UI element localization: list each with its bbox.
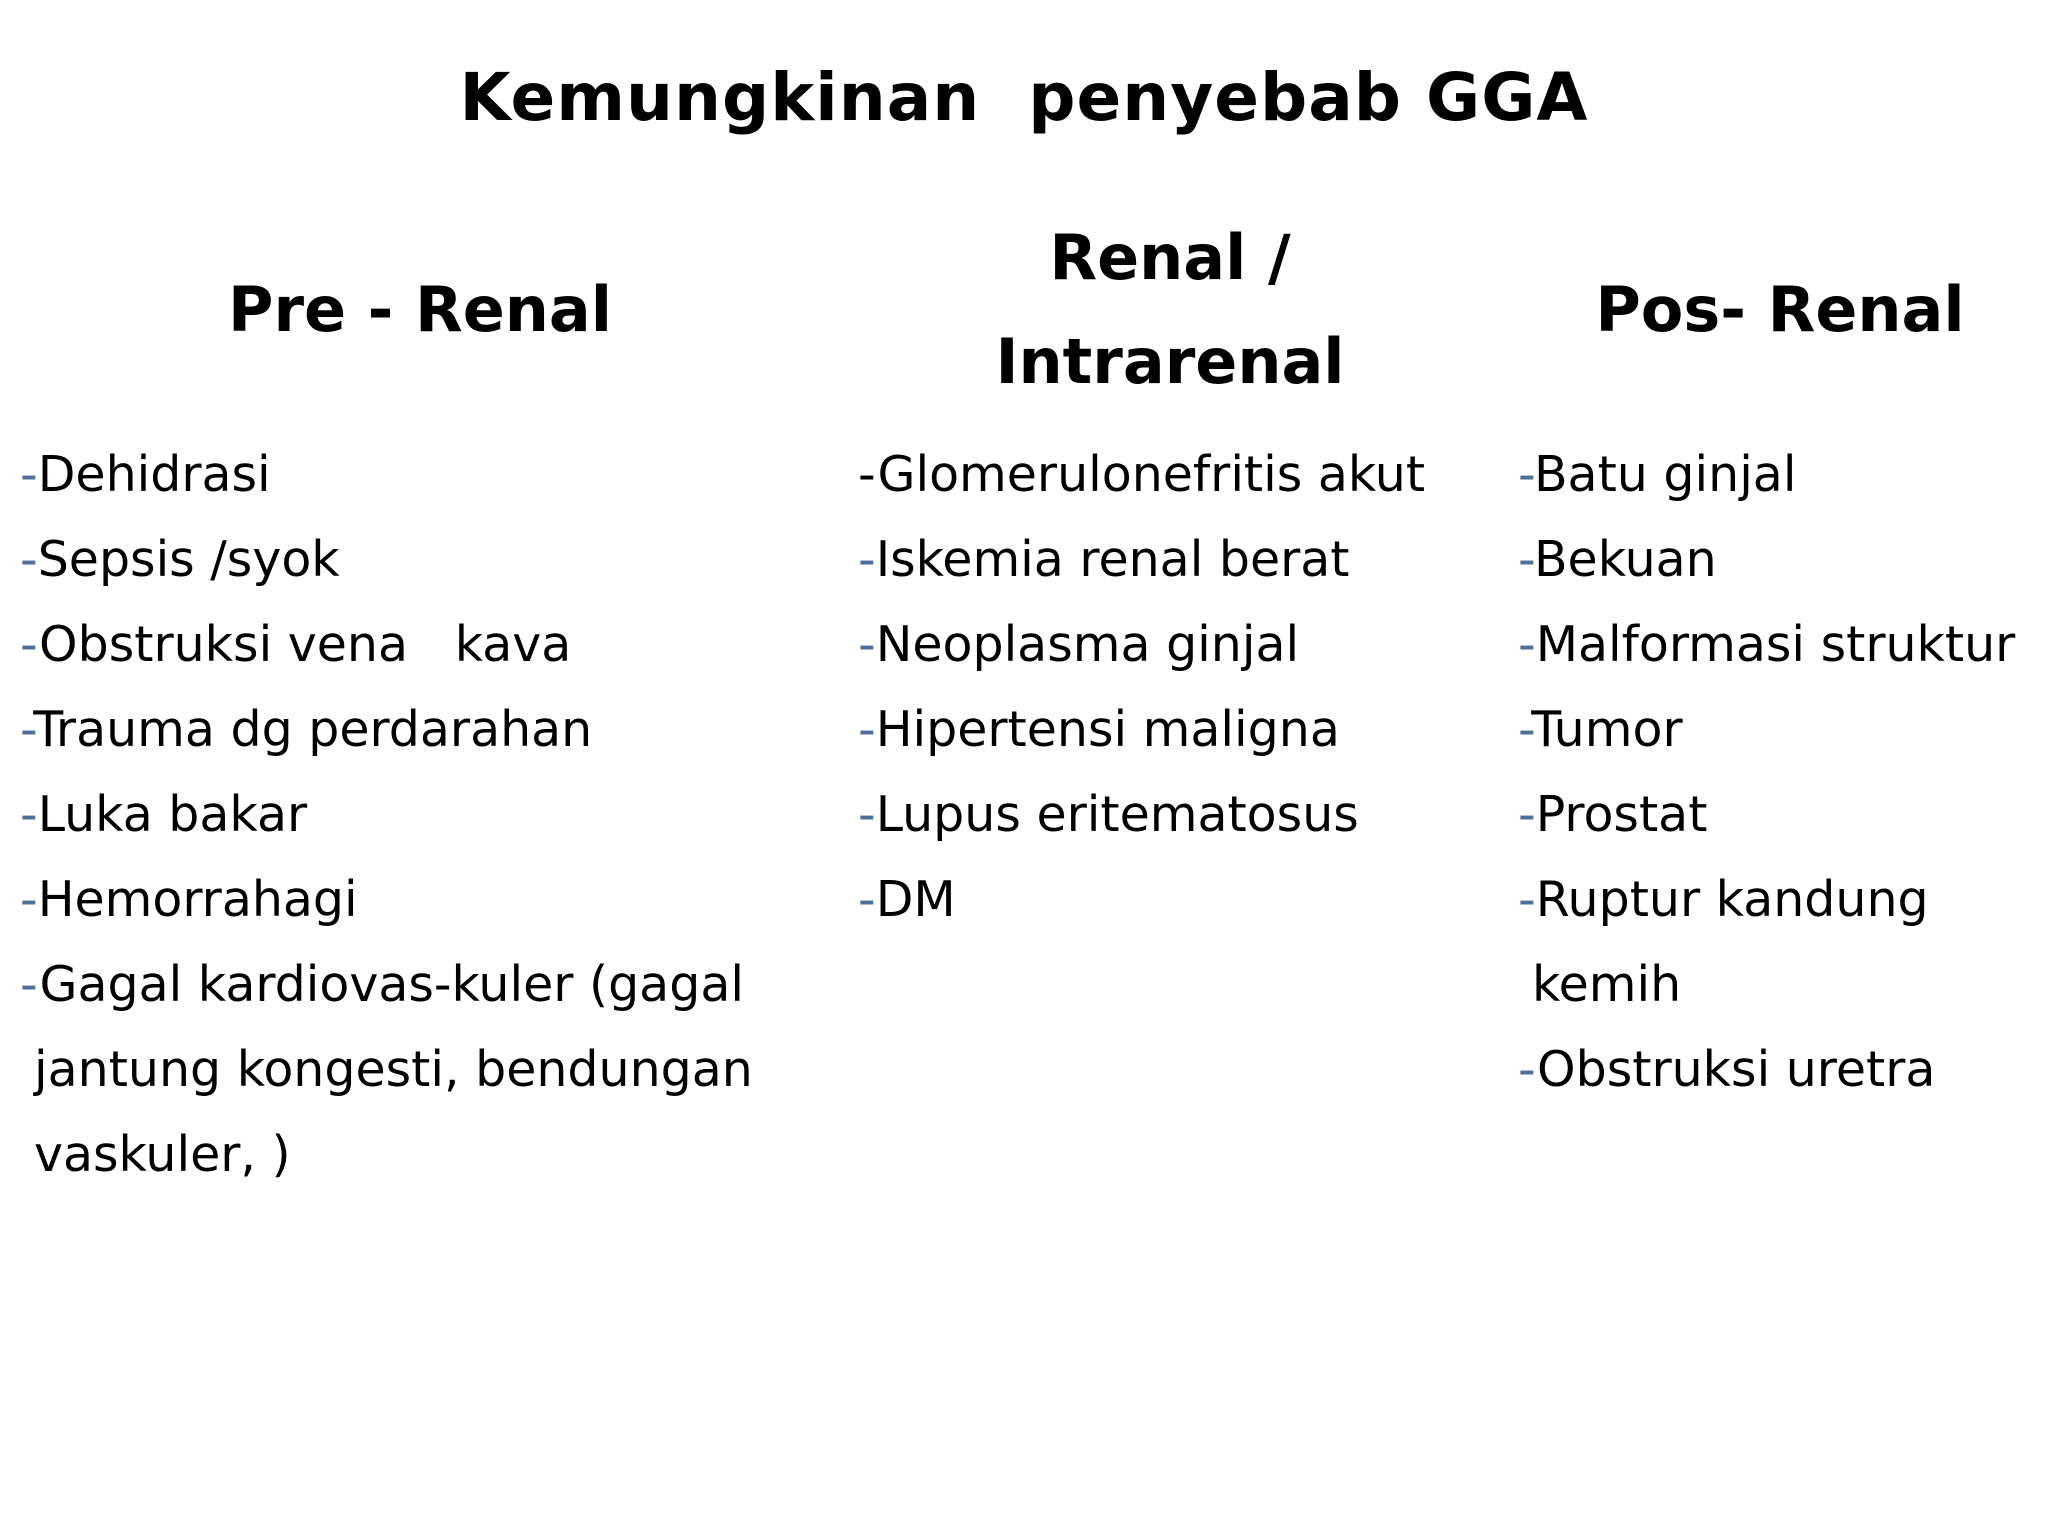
bullet-dash: -	[858, 616, 876, 673]
slide-title: Kemungkinan penyebab GGA	[459, 59, 1589, 136]
bullet-dash: -	[20, 616, 40, 673]
heading-pre-renal: Pre - Renal	[228, 273, 612, 346]
list-item-continuation	[1518, 942, 2038, 1027]
list-item	[1518, 602, 2038, 687]
bullet-dash: -	[1518, 701, 1532, 758]
list-item-text: DM	[875, 871, 956, 928]
list-item	[20, 687, 780, 772]
list-item	[20, 602, 780, 687]
bullet-dash: -	[1518, 531, 1534, 588]
list-item	[1518, 772, 2038, 857]
list-item	[858, 687, 1498, 772]
list-item-continuation	[20, 1112, 780, 1197]
list-item-text: Lupus eritematosus	[875, 786, 1359, 843]
list-item-text: Trauma dg perdarahan	[33, 701, 593, 758]
list-item	[20, 517, 780, 602]
bullet-dash: -	[858, 446, 878, 503]
list-item-text: Malformasi struktur	[1535, 616, 2016, 673]
list-pre-renal	[20, 432, 780, 1197]
list-item-text: Prostat	[1535, 786, 1708, 843]
bullet-dash: -	[1518, 616, 1536, 673]
list-item-text: Obstruksi vena kava	[39, 616, 572, 673]
list-item-text: vaskuler, )	[34, 1126, 291, 1183]
list-item-text: Bekuan	[1533, 531, 1717, 588]
list-item-text: Luka bakar	[37, 786, 308, 843]
list-item	[1518, 517, 2038, 602]
list-item-text: Hipertensi maligna	[875, 701, 1340, 758]
list-item	[1518, 1027, 2038, 1112]
list-item-text: Sepsis /syok	[37, 531, 340, 588]
list-item	[1518, 687, 2038, 772]
bullet-dash: -	[20, 956, 40, 1013]
heading-renal-intrarenal: Renal / Intrarenal	[995, 221, 1345, 398]
list-renal-intrarenal	[858, 432, 1498, 942]
bullet-dash: -	[20, 871, 38, 928]
bullet-dash: -	[858, 786, 876, 843]
bullet-dash: -	[858, 701, 876, 758]
list-item-text: Iskemia renal berat	[875, 531, 1350, 588]
bullet-dash: -	[20, 531, 38, 588]
list-item	[20, 857, 780, 942]
list-item-text: Ruptur kandung	[1535, 871, 1929, 928]
list-item-text: jantung kongesti, bendungan	[34, 1041, 753, 1098]
bullet-dash: -	[1518, 871, 1536, 928]
bullet-dash: -	[1518, 446, 1534, 503]
list-item	[1518, 857, 2038, 942]
list-item-text: Dehidrasi	[37, 446, 271, 503]
list-item	[858, 517, 1498, 602]
list-item	[20, 432, 780, 517]
list-item	[20, 942, 780, 1027]
bullet-dash: -	[20, 701, 34, 758]
list-item	[858, 857, 1498, 942]
list-item	[858, 432, 1498, 517]
bullet-dash: -	[1518, 786, 1536, 843]
bullet-dash: -	[858, 531, 876, 588]
list-pos-renal	[1518, 432, 2038, 1112]
list-item-text: Batu ginjal	[1533, 446, 1797, 503]
list-item	[20, 772, 780, 857]
bullet-dash: -	[20, 446, 38, 503]
bullet-dash: -	[858, 871, 876, 928]
list-item-text: Neoplasma ginjal	[875, 616, 1300, 673]
list-item-continuation	[20, 1027, 780, 1112]
list-item	[1518, 432, 2038, 517]
bullet-dash: -	[1518, 1041, 1538, 1098]
list-item	[858, 602, 1498, 687]
list-item-text: Obstruksi uretra	[1537, 1041, 1936, 1098]
list-item-text: Hemorrahagi	[37, 871, 358, 928]
list-item-text: Glomerulonefritis akut	[877, 446, 1426, 503]
heading-pos-renal: Pos- Renal	[1595, 273, 1965, 346]
list-item-text: kemih	[1532, 956, 1682, 1013]
list-item-text: Gagal kardiovas-kuler (gagal	[39, 956, 744, 1013]
bullet-dash: -	[20, 786, 38, 843]
list-item	[858, 772, 1498, 857]
list-item-text: Tumor	[1531, 701, 1683, 758]
